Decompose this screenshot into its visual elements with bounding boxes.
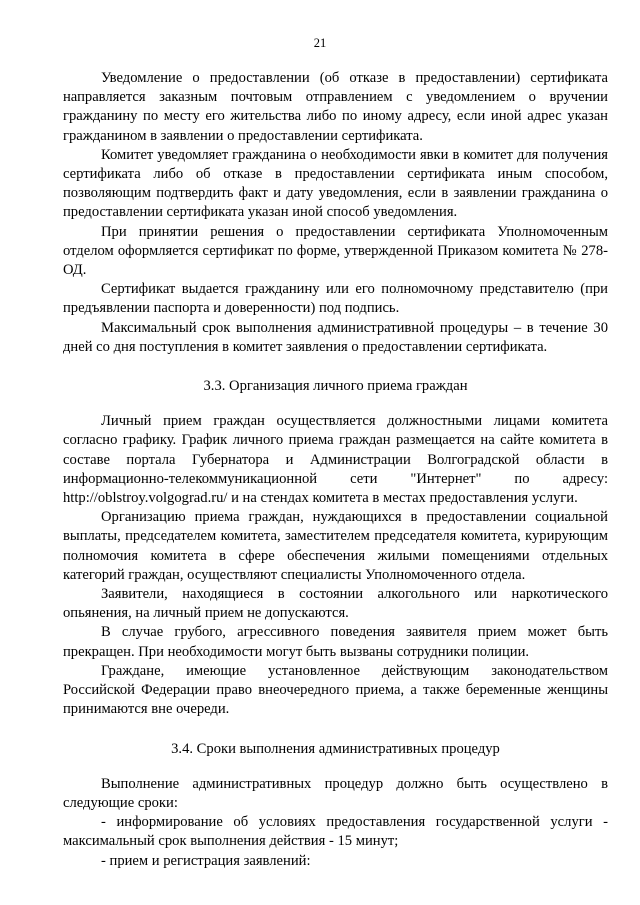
section-heading-procedure-terms: 3.4. Сроки выполнения административных процедур	[171, 740, 500, 757]
paragraph-aggressive-behavior: В случае грубого, агрессивного поведения заявителя прием может быть прекращен. При необходимости могут быть вызваны сотрудники полиции.	[63, 624, 608, 660]
page-number: 21	[313, 36, 327, 50]
paragraph-reception-schedule: Личный прием граждан осуществляется должностными лицами комитета согласно графику. График личного приема граждан размещается на сайте комитета в составе портала Губернатора и Администрации Волгоградской области в информационно-телекоммуникационной сети "Интернет" по адресу: http://oblstroy.volgograd.ru/ и на стендах комитета в местах предоставления услуги.	[63, 413, 608, 507]
list-item-informing: - информирование об условиях предоставления государственной услуги - максимальный срок выполнения действия - 15 минут;	[63, 814, 608, 850]
paragraph-terms-intro: Выполнение административных процедур должно быть осуществлено в следующие сроки:	[63, 775, 608, 811]
paragraph-priority-reception: Граждане, имеющие установленное действующим законодательством Российской Федерации право внеочередного приема, а также беременные женщины принимаются вне очереди.	[63, 662, 608, 718]
list-item-registration: - прием и регистрация заявлений:	[101, 852, 311, 869]
paragraph-maximum-term: Максимальный срок выполнения административной процедуры – в течение 30 дней со дня поступления в комитет заявления о предоставлении сертификата.	[63, 319, 608, 355]
section-heading-personal-reception: 3.3. Организация личного приема граждан	[203, 378, 468, 395]
paragraph-intoxicated-applicants: Заявители, находящиеся в состоянии алкогольного или наркотического опьянения, на личный прием не допускаются.	[63, 586, 608, 622]
paragraph-notification-appearance: Комитет уведомляет гражданина о необходимости явки в комитет для получения сертификата либо об отказе в предоставлении сертификата иным способом, позволяющим подтвердить факт и дату уведомления, если в заявлении гражданина о предоставлении сертификата указан иной способ уведомления.	[63, 146, 608, 221]
document-body	[63, 69, 608, 871]
paragraph-certificate-issuance: При принятии решения о предоставлении сертификата Уполномоченным отделом оформляется сертификат по форме, утвержденной Приказом комитета № 278-ОД.	[63, 223, 608, 279]
paragraph-reception-organization: Организацию приема граждан, нуждающихся в предоставлении социальной выплаты, председателем комитета, заместителем председателя комитета, курирующим полномочия комитета в сфере обеспечения жилыми помещениями отдельных категорий граждан, осуществляют специалисты Уполномоченного отдела.	[63, 509, 608, 583]
paragraph-certificate-handover: Сертификат выдается гражданину или его полномочному представителю (при предъявлении паспорта и доверенности) под подпись.	[63, 281, 608, 317]
paragraph-notification-delivery: Уведомление о предоставлении (об отказе в предоставлении) сертификата направляется заказным почтовым отправлением с уведомлением о вручении гражданину по месту его жительства либо по иному адресу, если иной адрес указан гражданином в заявлении о предоставлении сертификата.	[63, 70, 608, 144]
